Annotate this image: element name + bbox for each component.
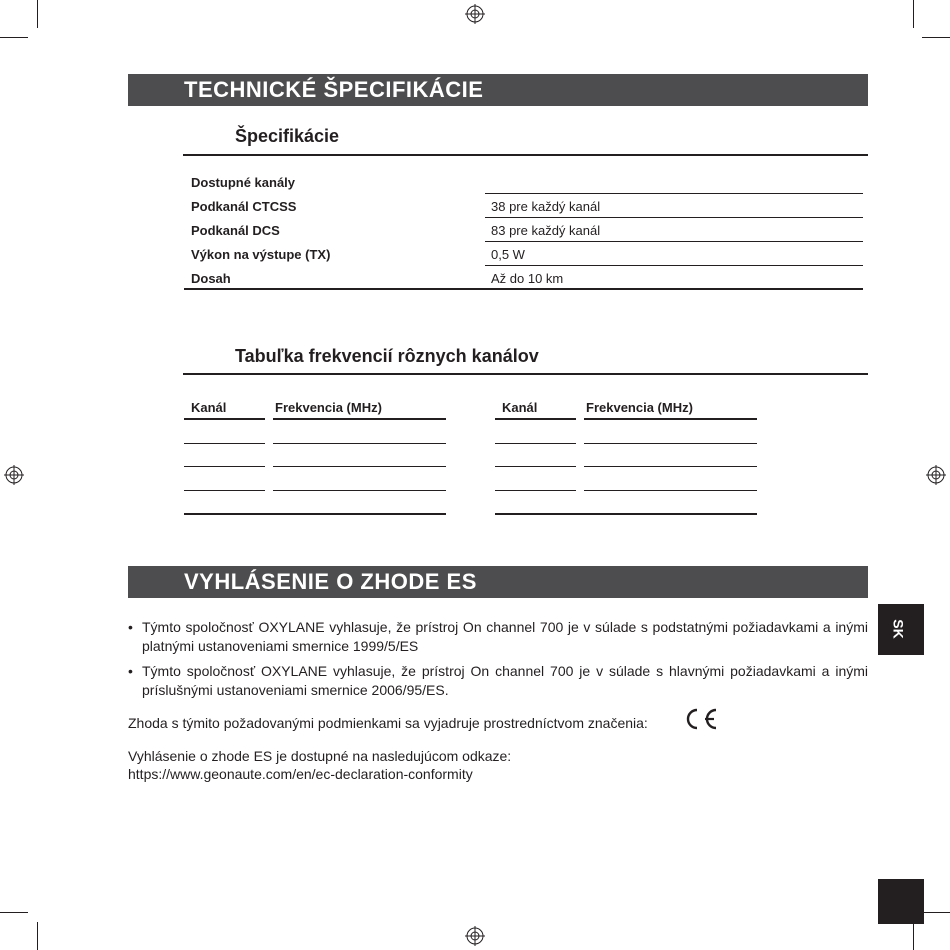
bullet-icon: • [128, 619, 133, 635]
registration-mark-icon [4, 465, 24, 485]
channel-header: Kanál [502, 400, 538, 415]
spec-value: Až do 10 km [491, 271, 564, 286]
row-divider [184, 466, 265, 467]
header-rule [273, 418, 446, 420]
row-divider [584, 490, 757, 491]
crop-mark [913, 0, 914, 28]
channel-header: Kanál [191, 400, 227, 415]
crop-mark [37, 0, 38, 28]
bullet-text: Týmto spoločnosť OXYLANE vyhlasuje, že prístroj On channel 700 je v súlade s podstatnými požiadavkami a inými platnými ustanoveniami smernice 1999/5/ES [142, 619, 868, 654]
header-rule [584, 418, 757, 420]
technical-section-title: TECHNICKÉ ŠPECIFIKÁCIE [184, 77, 484, 102]
declaration-bullet [128, 618, 868, 656]
frequency-header: Frekvencia (MHz) [586, 400, 693, 415]
spec-row [184, 218, 863, 242]
page-tab [878, 879, 924, 924]
row-divider [273, 466, 446, 467]
header-rule [184, 418, 265, 420]
ce-mark-icon [680, 707, 720, 731]
crop-mark [0, 912, 28, 913]
declaration-section-title: VYHLÁSENIE O ZHODE ES [184, 569, 477, 594]
spec-row [184, 242, 863, 266]
spec-table [184, 170, 863, 290]
spec-value: 83 pre každý kanál [491, 223, 601, 238]
spec-label: Podkanál CTCSS [191, 199, 297, 214]
row-divider [273, 490, 446, 491]
conformity-sentence: Zhoda s týmito požadovanými podmienkami sa vyjadruje prostredníctvom značenia: [128, 715, 648, 731]
table-bottom-rule [184, 288, 863, 290]
registration-mark-icon [926, 465, 946, 485]
table-bottom-rule [184, 513, 446, 515]
spec-value: 38 pre každý kanál [491, 199, 601, 214]
declaration-url[interactable]: https://www.geonaute.com/en/ec-declaration-conformity [128, 766, 473, 782]
registration-mark-icon [465, 926, 485, 946]
header-rule [495, 418, 576, 420]
spec-row [184, 170, 863, 194]
row-divider [495, 466, 576, 467]
spec-label: Dostupné kanály [191, 175, 296, 190]
bullet-icon: • [128, 663, 133, 679]
availability-text: Vyhlásenie o zhode ES je dostupné na nasledujúcom odkaze: [128, 748, 512, 764]
declaration-section-header [128, 566, 868, 598]
declaration-bullet [128, 662, 868, 700]
conformity-text [128, 714, 648, 733]
row-divider [584, 466, 757, 467]
table-bottom-rule [495, 513, 757, 515]
spec-label: Podkanál DCS [191, 223, 280, 238]
row-divider [273, 443, 446, 444]
row-divider [584, 443, 757, 444]
technical-section-header [128, 74, 868, 106]
spec-subtitle-rule [183, 154, 868, 156]
crop-mark [0, 37, 28, 38]
language-tab [878, 604, 924, 655]
spec-value: 0,5 W [491, 247, 525, 262]
bullet-text: Týmto spoločnosť OXYLANE vyhlasuje, že prístroj On channel 700 je v súlade s hlavnými požiadavkami a inými príslušnými ustanoveniami smernice 2006/95/ES. [142, 663, 868, 698]
frequency-header: Frekvencia (MHz) [275, 400, 382, 415]
freq-subtitle: Tabuľka frekvencií rôznych kanálov [235, 346, 539, 366]
row-divider [184, 443, 265, 444]
spec-row [184, 266, 863, 290]
row-divider [184, 490, 265, 491]
crop-mark [922, 37, 950, 38]
spec-subtitle: Špecifikácie [235, 126, 340, 146]
crop-mark [37, 922, 38, 950]
spec-label: Dosah [191, 271, 231, 286]
row-divider [495, 443, 576, 444]
spec-row [184, 194, 863, 218]
spec-label: Výkon na výstupe (TX) [191, 247, 331, 262]
language-tab-label: SK [890, 619, 907, 639]
row-divider [495, 490, 576, 491]
crop-mark [913, 922, 914, 950]
crop-mark [922, 912, 950, 913]
freq-subtitle-rule [183, 373, 868, 375]
registration-mark-icon [465, 4, 485, 24]
